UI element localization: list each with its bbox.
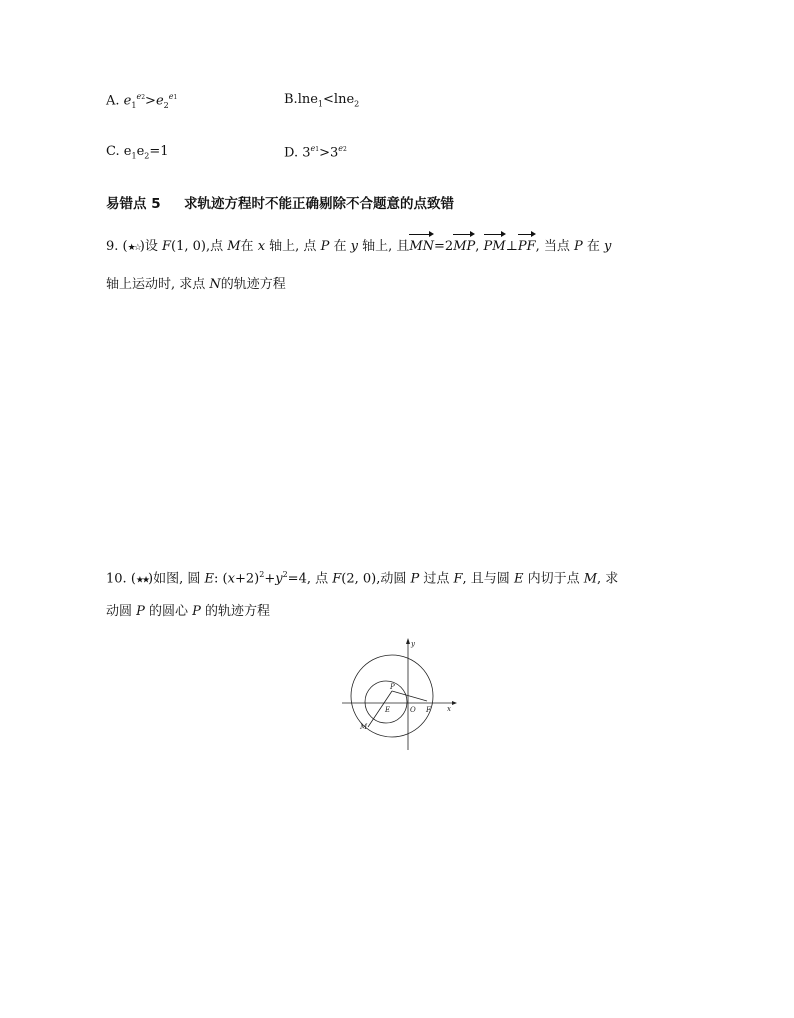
section-label: 易错点 5 bbox=[106, 196, 161, 212]
y-axis-arrow-icon bbox=[406, 638, 410, 644]
difficulty-stars-icon: ★★ bbox=[135, 575, 149, 586]
segment-pf bbox=[392, 691, 427, 701]
label-f: F bbox=[426, 706, 431, 714]
option-a: A. $e_1^{e2}>e_2^{e1}$ bbox=[106, 92, 178, 110]
question-10-line1: 10. (★★)如图, 圆 E: $(x+2)^2+y^2=4$, 点 F(2, 0),动圆 P 过点 F, 且与圆 E 内切于点 M, 求 bbox=[106, 570, 619, 587]
option-d: D. $3^{e1}>3^{e2}$ bbox=[284, 144, 347, 161]
question-9-line1: 9. (★☆)设 F(1, 0),点 M在 x 轴上, 点 P 在 y 轴上, 且MN=2MP, PM⊥PF, 当点 P 在 y bbox=[106, 236, 611, 259]
vector-mn: MN bbox=[409, 236, 434, 258]
circle-p bbox=[365, 681, 407, 723]
question-9-number: 9. bbox=[106, 239, 119, 254]
question-10-number: 10. bbox=[106, 571, 127, 587]
section-title: 求轨迹方程时不能正确剔除不合题意的点致错 bbox=[184, 196, 454, 212]
vector-mp: MP bbox=[453, 236, 475, 258]
label-p: P bbox=[390, 683, 395, 691]
label-y: y bbox=[411, 640, 415, 648]
vector-pm: PM bbox=[484, 236, 506, 258]
label-x: x bbox=[447, 705, 451, 713]
question-9-line2: 轴上运动时, 求点 N的轨迹方程 bbox=[106, 277, 286, 292]
label-e: E bbox=[385, 706, 391, 714]
difficulty-stars-icon: ★☆ bbox=[127, 243, 140, 253]
vector-pf: PF bbox=[518, 236, 536, 258]
option-c: C. $e_1e_2=1$ bbox=[106, 144, 169, 161]
label-m: M bbox=[360, 723, 368, 731]
section-heading bbox=[106, 192, 454, 212]
label-o: O bbox=[410, 706, 416, 714]
x-axis-arrow-icon bbox=[452, 701, 457, 705]
circle-figure bbox=[340, 630, 460, 755]
option-b: B.lne$_1$<lne$_2$ bbox=[284, 92, 360, 109]
question-10-line2: 动圆 P 的圆心 P 的轨迹方程 bbox=[106, 604, 271, 619]
